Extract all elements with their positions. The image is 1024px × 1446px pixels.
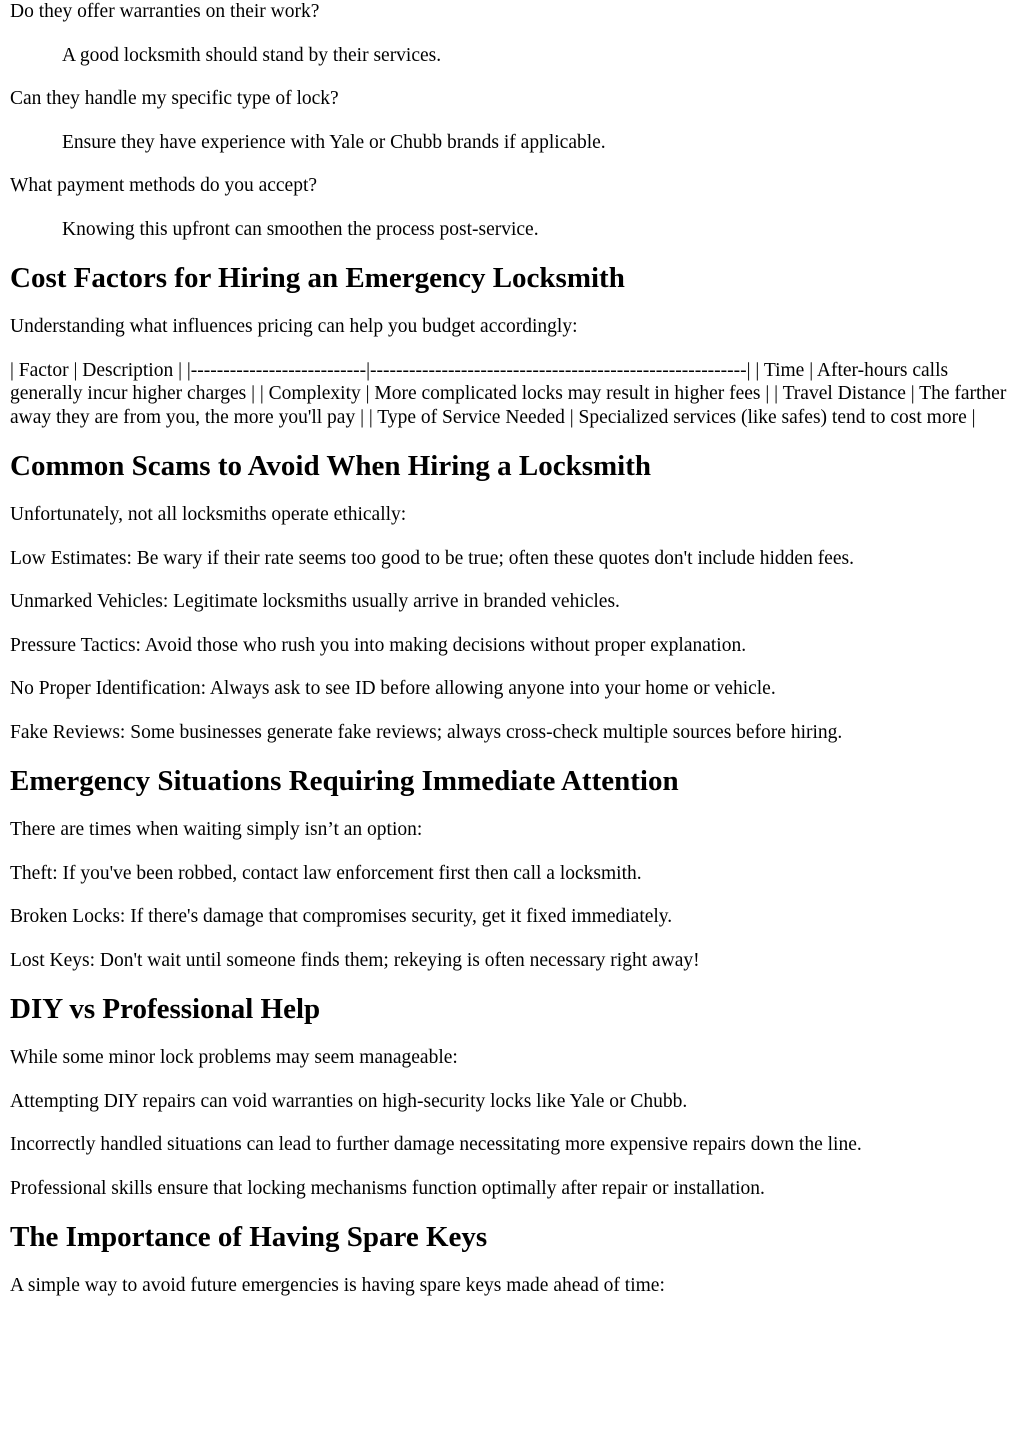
emergency-item: Broken Locks: If there's damage that compromises security, get it fixed immediately. — [10, 906, 673, 927]
scam-item: Fake Reviews: Some businesses generate fake reviews; always cross-check multiple sources before hiring. — [10, 721, 843, 743]
scam-item: No Proper Identification: Always ask to see ID before allowing anyone into your home or vehicle. — [10, 678, 776, 699]
diy-item: Attempting DIY repairs can void warranties on high-security locks like Yale or Chubb. — [10, 1090, 688, 1112]
emergency-item: Theft: If you've been robbed, contact law enforcement first then call a locksmith. — [10, 862, 642, 884]
scam-item: Pressure Tactics: Avoid those who rush you into making decisions without proper explanation. — [10, 634, 747, 656]
emergency-item: Lost Keys: Don't wait until someone finds them; rekeying is often necessary right away! — [10, 949, 700, 971]
diy-heading: DIY vs Professional Help — [10, 993, 321, 1025]
faq-answer: A good locksmith should stand by their services. — [62, 44, 442, 66]
faq-question: What payment methods do you accept? — [10, 175, 318, 196]
scams-heading: Common Scams to Avoid When Hiring a Locksmith — [10, 450, 652, 482]
emergency-heading: Emergency Situations Requiring Immediate Attention — [10, 765, 679, 797]
scam-item: Unmarked Vehicles: Legitimate locksmiths usually arrive in branded vehicles. — [10, 591, 620, 612]
diy-intro: While some minor lock problems may seem manageable: — [10, 1047, 458, 1068]
emergency-intro: There are times when waiting simply isn’t an option: — [10, 819, 423, 840]
diy-item: Professional skills ensure that locking mechanisms function optimally after repair or installation. — [10, 1177, 765, 1199]
cost-factors-heading: Cost Factors for Hiring an Emergency Locksmith — [10, 262, 625, 294]
faq-answer: Knowing this upfront can smoothen the process post-service. — [62, 218, 539, 240]
faq-question: Do they offer warranties on their work? — [10, 1, 320, 22]
cost-factors-intro: Understanding what influences pricing can help you budget accordingly: — [10, 316, 578, 337]
faq-answer: Ensure they have experience with Yale or Chubb brands if applicable. — [62, 131, 606, 153]
spare-keys-heading: The Importance of Having Spare Keys — [10, 1221, 488, 1253]
scam-item: Low Estimates: Be wary if their rate seems too good to be true; often these quotes don't include hidden fees. — [10, 547, 854, 569]
spare-keys-intro: A simple way to avoid future emergencies is having spare keys made ahead of time: — [10, 1275, 665, 1296]
diy-item: Incorrectly handled situations can lead to further damage necessitating more expensive repairs down the line. — [10, 1134, 862, 1155]
cost-factors-table-text: | Factor | Description | |---------------------------|----------------------------------------------------------| | Time | After-hours calls generally incur higher charges | | Complexity | More complicated locks may result in higher fees | | Travel Distance | The farther away they are from you, the more you'll pay | | Type of Service Needed | Specialized services (like safes) tend to cost more | — [10, 359, 1007, 428]
scams-intro: Unfortunately, not all locksmiths operate ethically: — [10, 504, 407, 525]
faq-question: Can they handle my specific type of lock? — [10, 88, 339, 109]
